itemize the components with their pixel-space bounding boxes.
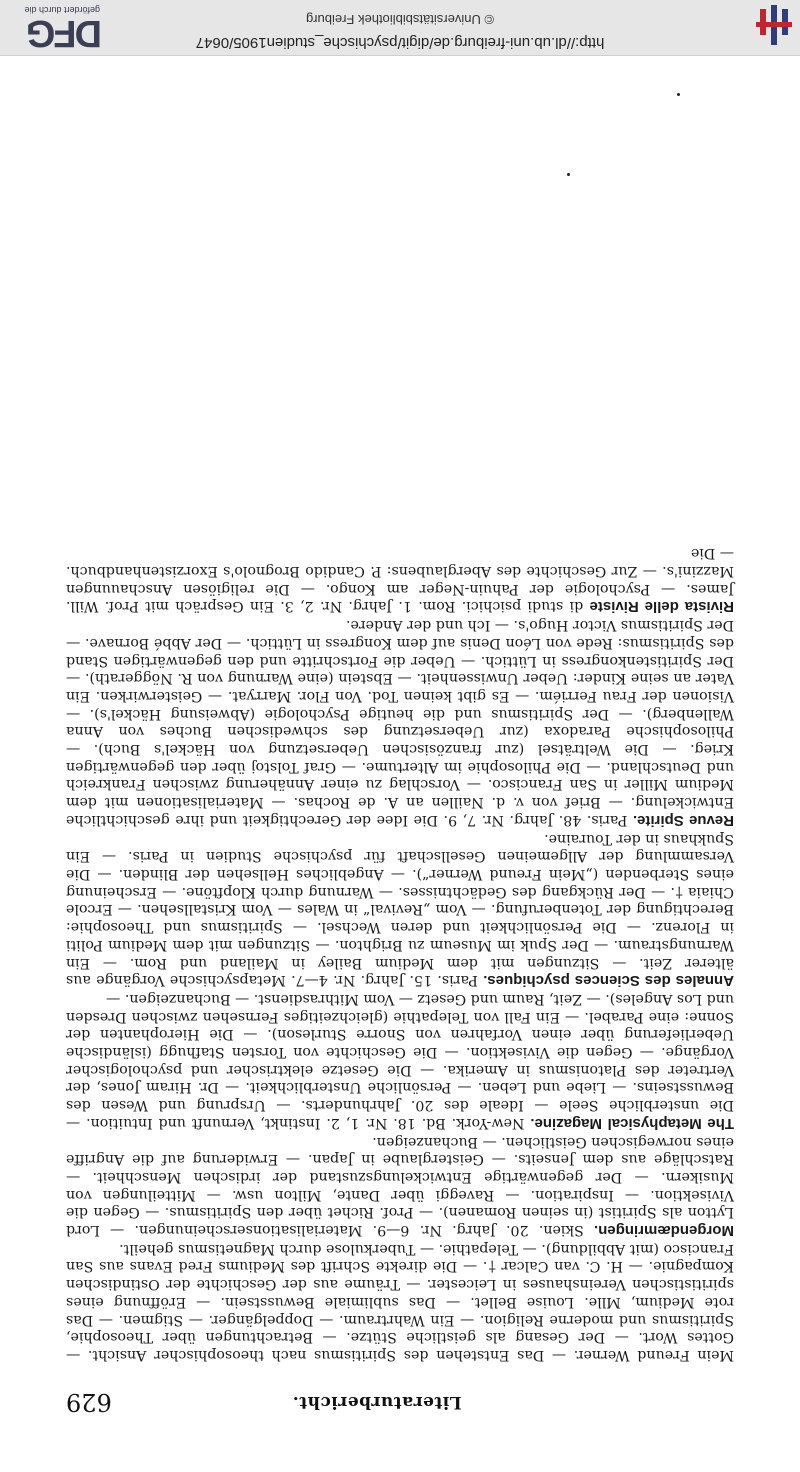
paragraph-text: Skien. 20. Jahrg. Nr. 6—9. Materialisationserscheinungen. — Lord Lytton als Spiritist (in seinen Romanen). — Prof. Richet über den Spiritismus. — Gegen die Vivisektion. — Inspiration. — Raveggi über Dante, Milton usw. — Mitteilungen von Musikern. — Der gegenwärtige Entwickelungszustand der irdischen Menschheit. — Ratschläge aus dem Jenseits. — Geisterglaube in Japan. — Erwiderung auf die Angriffe eines norwegischen Geistlichen. — Buchanzeigen. <box>65 1133 734 1239</box>
paragraph-text: di studi psichici. Rom. 1. Jahrg. Nr. 2, 3. Ein Gespräch mit Prof. Will. James. — Psychologie der Pahuin-Neger am Kongo. — Die religiösen Anschauungen Mazzini's. — Zur Geschichte des Aberglaubens: P. Candido Brognolo's Exorzistenhandbuch. — Die <box>66 545 734 615</box>
paragraph-text: Paris. 15. Jahrg. Nr. 4—7. Metapsychische Vorgänge aus älterer Zeit. — Sitzungen mit dem Medium Bailey in Mailand und Rom. — Ein Warnungstraum. — Der Spuk im Museum zu Brighton. — Sitzungen mit dem Medium Politi in Florenz. — Die Persönlichkeit und deren Wechsel. — Spiritismus und Theosophie: Berechtigung der Totenberufung. — Vom „Revival“ in Wales — Vom Kristallsehen. — Ercole Chiaia †. — Der Rückgang des Gedächtnisses. — Warnung durch Klopftöne. — Erscheinung eines Sterbenden („Mein Freund Werner“). — Angebliches Hellsehen der Blinden. — Die Versammlung der Allgemeinen Gesellschaft für psychische Studien in Paris. — Ein Spukhaus in der Touraine. <box>66 830 734 989</box>
journal-name: The Metaphysical Magazine. <box>530 1114 734 1132</box>
paragraph-text: Mein Freund Werner. — Das Entstehen des Spiritismus nach theosophischer Ansicht. — Gottes Wort. — Der Gesang als geistliche Stütze. — Betrachtungen über Theosophie, Spiritismus und moderne Religion. — Ein Wahrtraum. — Doppelgänger. — Stigmen. — Das rote Medium, Mlle. Louise Bellet. — Das sublimiale Bewusstsein. — Eröffnung eines spiritistischen Vereinshauses in Leicester. — Träume aus der Geschichte der Ostindischen Kompagnie. — H. C. van Calcar †. — Die direkte Schrift des Mediums Fred Evans aus San Francisco (mit Abbildung). — Telepathie. — Tuberkulose durch Magnetismus geheilt. <box>66 1240 734 1363</box>
journal-name: Morgendæmringen. <box>593 1222 734 1240</box>
header-title: Literaturbericht. <box>292 1392 462 1412</box>
running-header <box>66 1382 688 1416</box>
paragraph-revue-spirite <box>66 615 734 828</box>
journal-name: Revue Spirite. <box>632 811 734 829</box>
paragraph-text: New-York. Bd. 18. Nr. 1, 2. Instinkt, Vernunft und Intuition. — Die unsterbliche Seele — Ideale des 20. Jahrhunderts. — Ursprung und Wesen des Bewusstseins. — Liebe und Leben. — Persönliche Unsterblichkeit. — Dr. Hiram Jones, der Vertreter des Platonismus in Amerika. — Die Gesetze elektrischer und psychologischer Vorgänge. — Gegen die Vivisektion. — Die Geschichte von Torsten Stafhugg (isländische Ueberlieferung über einen Vorfahren von Snorre Sturleson). — Die Hierophanten der Sonne: eine Parabel. — Ein Fall von Telepathie (gleichzeitiges Fernsehen zwischen Dresden und Los Angeles). — Zeit, Raum und Gesetz — Vom Mithrasdienst. — Buchanzeigen. — <box>65 990 734 1131</box>
dfg-logo-text: DFG <box>27 12 102 54</box>
dfg-tagline: gefördert durch die <box>24 5 100 15</box>
scan-speck <box>567 173 570 176</box>
page-number: 629 <box>66 1388 112 1416</box>
paragraph-morgendaemringen <box>66 1132 734 1239</box>
scan-speck <box>677 93 680 96</box>
paragraph-metaphysical-magazine <box>66 989 734 1132</box>
digitization-footer <box>0 0 800 56</box>
paragraph-text: Paris. 48. Jahrg. Nr. 7, 9. Die Idee der Gerechtigkeit und ihre geschichtliche Entwickelung. — Brief von v. d. Naillen an A. de Rochas. — Materialisationen mit dem Medium Miller in San Francisco. — Vorschlag zu einer Annäherung zwischen Frankreich und Deutschland. — Die Philosophie im Altertume. — Graf Tolstoj über den gegenwärtigen Krieg. — Die Welträtsel (zur französischen Uebersetzung von Häckel's Buch). — Philosophische Paradoxa (zur Uebersetzung des schwedischen Buches von Anna Wallenberg). — Der Spiritismus und die heutige Psychologie (Abweisung Häckel's). — Visionen der Frau Ferriém. — Es gibt keinen Tod. Von Flor. Marryat. — Geisterwirken. Ein Vater an seine Kinder: Ueber Unwissenheit. — Ebstein (eine Warnung von R. Nöggerath). — Der Spiritistenkongress in Lüttich. — Ueber die Fortschritte und den gegenwärtigen Stand des Spiritismus: Rede von Léon Denis auf dem Kongress in Lüttich. — Der Abbé Bornave. — Der Spiritismus Victor Hugo's. — Ich und der Andere. <box>66 617 734 828</box>
dfg-logo <box>10 3 102 54</box>
paragraph-rivista <box>66 544 734 616</box>
paragraph-annales <box>66 829 734 989</box>
journal-name: Annales des Sciences psychiques. <box>483 972 734 990</box>
source-url-link[interactable]: http://dl.ub.uni-freiburg.de/digit/psychische_studien1905/0647 <box>195 34 605 51</box>
copyright-notice: © Universitätsbibliothek Freiburg <box>305 12 495 27</box>
journal-name: Rivista delle Riviste <box>589 598 734 616</box>
paragraph-werner <box>66 1239 734 1364</box>
literature-report-body <box>66 544 734 1364</box>
